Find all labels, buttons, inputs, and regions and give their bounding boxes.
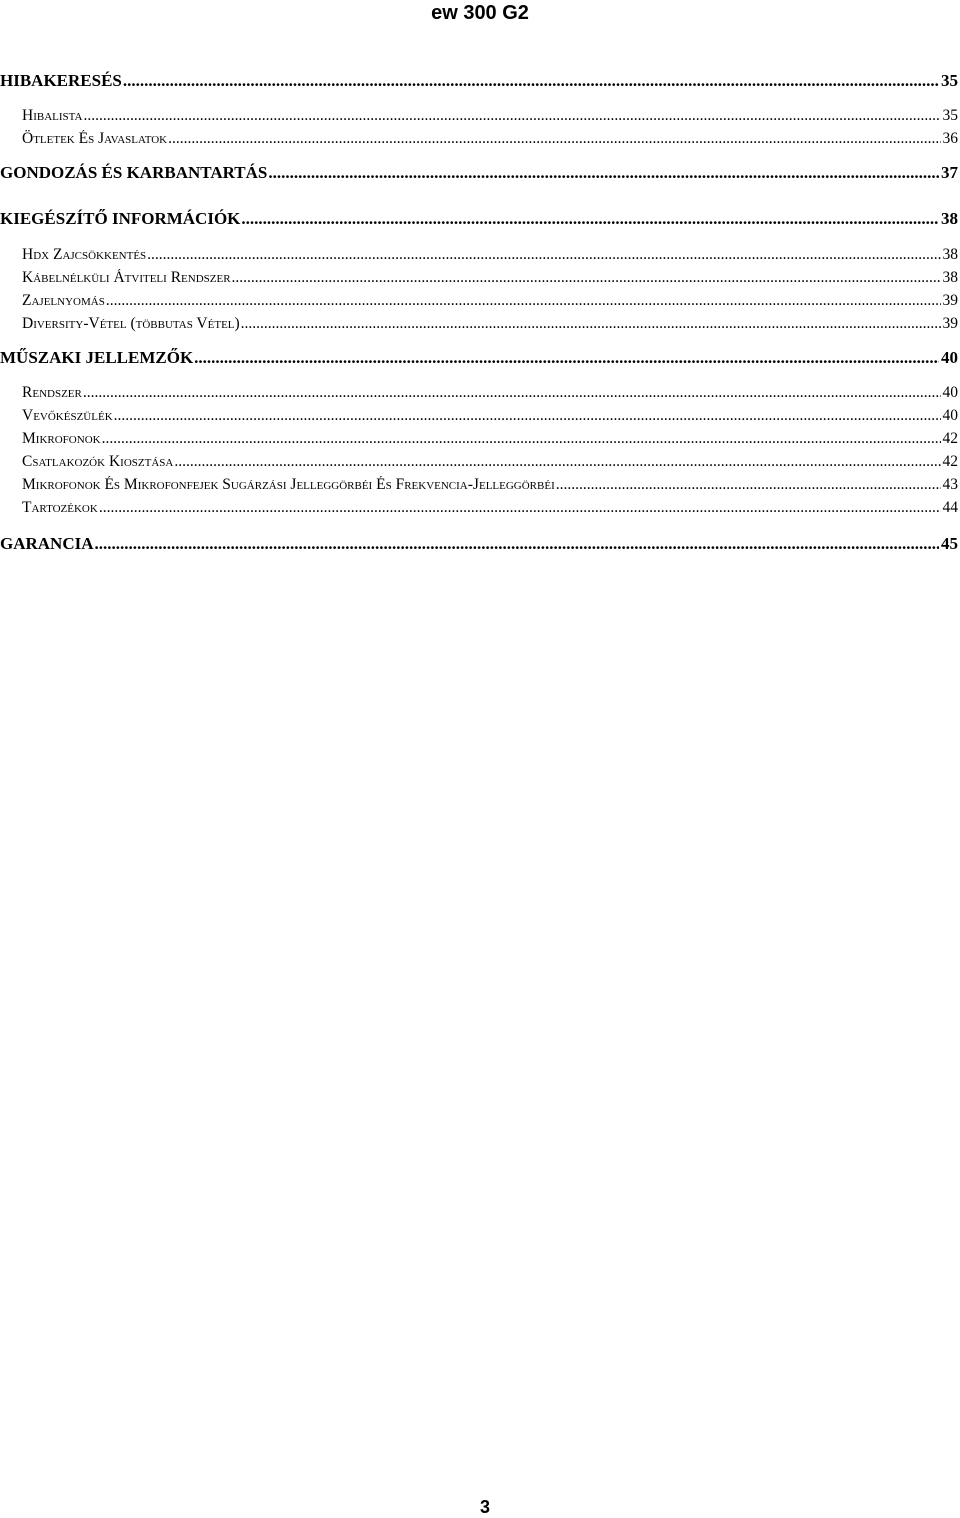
toc-entry-label: Hdx Zajcsökkentés — [22, 246, 147, 263]
toc-entry-page: 44 — [942, 499, 958, 516]
toc-entry-label: KIEGÉSZÍTŐ INFORMÁCIÓK — [0, 209, 241, 228]
toc-leader-dots — [114, 407, 941, 425]
toc-entry-label: Tartozékok — [22, 499, 98, 516]
toc-leader-dots — [147, 246, 940, 264]
toc-leader-dots — [168, 130, 940, 148]
toc-entry-label: Kábelnélküli Átviteli Rendszer — [22, 269, 231, 286]
toc-entry-page: 42 — [942, 430, 958, 447]
toc-entry-label: Ötletek És Javaslatok — [22, 130, 168, 147]
toc-entry-page: 39 — [942, 292, 958, 309]
toc-entry-page: 40 — [941, 348, 958, 367]
toc-entry-page: 43 — [942, 476, 958, 493]
toc-entry-label: Zajelnyomás — [22, 292, 105, 309]
toc-entry-page: 39 — [942, 315, 958, 332]
toc-leader-dots — [106, 292, 941, 310]
toc-leader-dots — [556, 476, 941, 494]
toc-entry-page: 38 — [942, 246, 958, 263]
toc-entry-label: Hibalista — [22, 107, 83, 124]
toc-entry-mikrofonok[interactable] — [22, 430, 958, 448]
toc-leader-dots — [83, 107, 940, 125]
toc-entry-hibalista[interactable] — [22, 107, 958, 125]
toc-entry-page: 45 — [941, 534, 958, 553]
toc-leader-dots — [194, 348, 939, 368]
toc-entry-page: 42 — [942, 453, 958, 470]
toc-leader-dots — [232, 269, 941, 287]
toc-entry-label: Csatlakozók Kiosztása — [22, 453, 174, 470]
toc-entry-label: HIBAKERESÉS — [0, 71, 122, 90]
toc-entry-page: 37 — [941, 163, 958, 182]
toc-entry-otletek-es-javaslatok[interactable] — [22, 130, 958, 148]
toc-entry-page: 35 — [941, 71, 958, 90]
toc-leader-dots — [99, 499, 941, 517]
toc-entry-diversity-vetel[interactable] — [22, 315, 958, 333]
toc-entry-hdx-zajcsokkentes[interactable] — [22, 246, 958, 264]
toc-entry-rendszer[interactable] — [22, 384, 958, 402]
toc-entry-page: 40 — [942, 384, 958, 401]
toc-entry-kiegeszito-informaciok[interactable] — [0, 209, 958, 229]
toc-entry-tartozekok[interactable] — [22, 499, 958, 517]
toc-entry-gondozas-es-karbantartas[interactable] — [0, 163, 958, 183]
toc-leader-dots — [241, 315, 941, 333]
toc-entry-page: 35 — [942, 107, 958, 124]
toc-entry-label: Mikrofonok És Mikrofonfejek Sugárzási Jelleggörbéi És Frekvencia-Jelleggörbéi — [22, 476, 555, 493]
toc-entry-label: GARANCIA — [0, 534, 94, 553]
toc-entry-label: Mikrofonok — [22, 430, 101, 447]
toc-leader-dots — [95, 534, 940, 554]
toc-entry-label: Vevőkészülék — [22, 407, 113, 424]
toc-leader-dots — [102, 430, 941, 448]
toc-entry-label: MŰSZAKI JELLEMZŐK — [0, 348, 194, 367]
toc-entry-zajelnyomas[interactable] — [22, 292, 958, 310]
toc-entry-label: GONDOZÁS ÉS KARBANTARTÁS — [0, 163, 268, 182]
toc-leader-dots — [83, 384, 941, 402]
toc-entry-garancia[interactable] — [0, 534, 958, 554]
toc-leader-dots — [123, 71, 939, 91]
toc-entry-label: Diversity-Vétel (többutas Vétel) — [22, 315, 240, 332]
toc-entry-page: 36 — [942, 130, 958, 147]
toc-leader-dots — [241, 209, 939, 229]
toc-entry-page: 38 — [942, 269, 958, 286]
page-number: 3 — [479, 1497, 490, 1517]
toc-entry-csatlakozok-kiosztasa[interactable] — [22, 453, 958, 471]
toc-entry-sugarzasi-jelleggorbek[interactable] — [22, 476, 958, 494]
toc-entry-page: 40 — [942, 407, 958, 424]
toc-entry-muszaki-jellemzok[interactable] — [0, 348, 958, 368]
toc-entry-hibakereses[interactable] — [0, 71, 958, 91]
toc-entry-label: Rendszer — [22, 384, 82, 401]
toc-entry-kabelnelkuli-atviteli-rendszer[interactable] — [22, 269, 958, 287]
toc-leader-dots — [174, 453, 940, 471]
toc-leader-dots — [268, 163, 939, 183]
toc-entry-page: 38 — [941, 209, 958, 228]
document-header-title: ew 300 G2 — [431, 2, 529, 24]
toc-entry-vevokeszulek[interactable] — [22, 407, 958, 425]
